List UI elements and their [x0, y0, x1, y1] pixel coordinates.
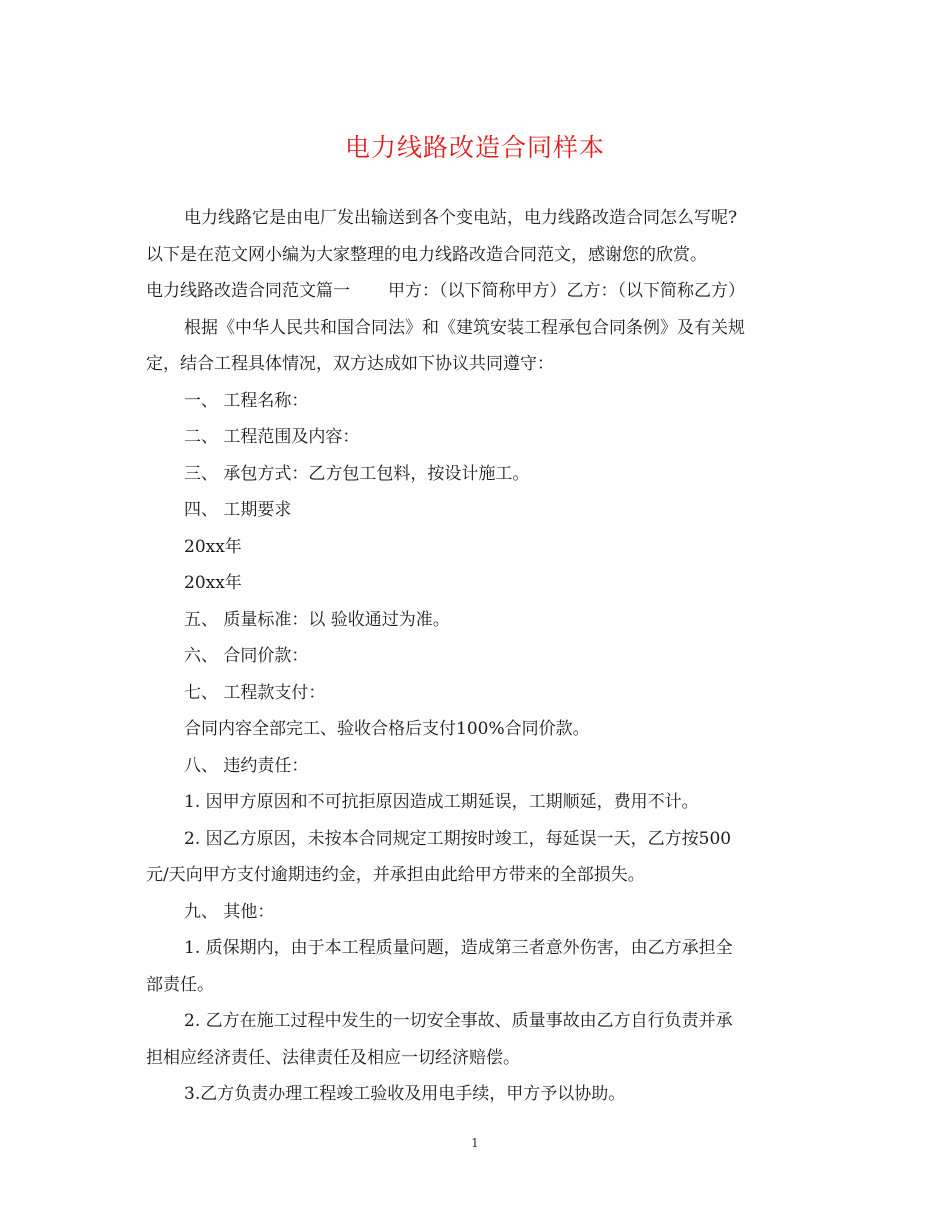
breach-2-line-2: 元/天向甲方支付逾期违约金，并承担由此给甲方带来的全部损失。	[146, 865, 645, 885]
basis-line-2: 定，结合工程具体情况，双方达成如下协议共同遵守：	[146, 354, 554, 374]
breach-2-line-1: 2. 因乙方原因，未按本合同规定工期按时竣工，每延误一天，乙方按500	[184, 828, 732, 849]
party-line: 甲方：（以下简称甲方）乙方：（以下简称乙方）	[388, 281, 745, 301]
breach-1: 1. 因甲方原因和不可抗拒原因造成工期延误，工期顺延，费用不计。	[184, 792, 699, 812]
clause-3: 三、 承包方式：乙方包工包料，按设计施工。	[184, 463, 530, 484]
document-body	[146, 200, 806, 1113]
clause-2: 二、 工程范围及内容：	[184, 427, 360, 447]
page-number: 1	[471, 1136, 479, 1150]
clause-1: 一、 工程名称：	[184, 390, 309, 411]
clause-5: 五、 质量标准：以 验收通过为准。	[184, 609, 450, 630]
year-line-2: 20xx年	[184, 573, 242, 593]
clause-6: 六、 合同价款：	[184, 646, 309, 666]
intro-line-2: 以下是在范文网小编为大家整理的电力线路改造合同范文，感谢您的欣赏。	[146, 244, 707, 265]
other-1-line-2: 部责任。	[146, 974, 214, 995]
sample-heading: 电力线路改造合同范文篇一	[146, 281, 350, 301]
other-2-line-2: 担相应经济责任、法律责任及相应一切经济赔偿。	[146, 1047, 520, 1068]
document-title: 电力线路改造合同样本	[344, 133, 605, 162]
clause-4: 四、 工期要求	[184, 500, 292, 520]
payment-line: 合同内容全部完工、验收合格后支付100%合同价款。	[184, 719, 590, 739]
other-2-line-1: 2. 乙方在施工过程中发生的一切安全事故、质量事故由乙方自行负责并承	[184, 1011, 733, 1031]
other-3: 3.乙方负责办理工程竣工验收及用电手续，甲方予以协助。	[184, 1084, 626, 1104]
sample-heading-line	[146, 273, 806, 310]
year-line-1: 20xx年	[184, 536, 242, 557]
clause-8: 八、 违约责任：	[184, 755, 309, 776]
other-1-line-1: 1. 质保期内，由于本工程质量问题，造成第三者意外伤害，由乙方承担全	[184, 938, 733, 958]
clause-9: 九、 其他：	[184, 901, 275, 922]
basis-line-1: 根据《中华人民共和国合同法》和《建筑安装工程承包合同条例》及有关规	[184, 317, 745, 338]
intro-line-1: 电力线路它是由电厂发出输送到各个变电站，电力线路改造合同怎么写呢?	[184, 208, 738, 228]
clause-7: 七、 工程款支付：	[184, 682, 326, 703]
